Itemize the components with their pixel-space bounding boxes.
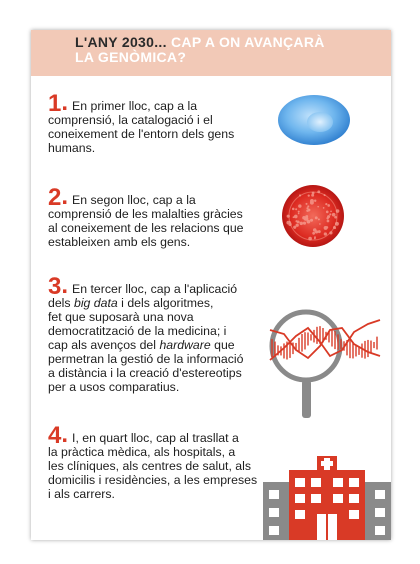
item-line: la pràctica mèdica, als hospitals, a <box>48 445 236 459</box>
item-line: domicilis i residències, a les empreses <box>48 473 258 487</box>
title-line1: CAP A ON AVANÇARÀ <box>171 34 325 50</box>
item-line: comprensió, la catalogació i el <box>48 113 213 127</box>
page-title <box>75 35 385 65</box>
item-line: comprensió de les malalties gràcies <box>48 207 243 221</box>
item-line: i als carrers. <box>48 487 115 501</box>
item-line: En primer lloc, cap a la <box>72 99 198 113</box>
item-number: 1 <box>48 90 62 117</box>
list-item-4: 4. I, en quart lloc, cap al trasllat a la pràctica mèdica, als hospitals, a les clíniques, als centres de salut, als domicilis i residències, a les empreses i als carrers. <box>48 421 258 501</box>
list-item-2: 2. En segon lloc, cap a la comprensió de les malalties gràcies al coneixement de les relacions que estableixen amb els gens. <box>48 183 244 249</box>
title-line2: LA GENÒMICA? <box>75 49 187 65</box>
item-line: En segon lloc, cap a la <box>72 193 196 207</box>
item-number: 3 <box>48 273 62 300</box>
list-item-3: 3. En tercer lloc, cap a l'aplicació dels big data i dels algoritmes, fet que suposarà una nova democratització de la medicina; i cap als avenços del hardware que permetran la gestió de la informació a distància i la creació d'estereotips per a usos comparatius. <box>48 272 244 394</box>
list-item-1: 1. En primer lloc, cap a la comprensió, la catalogació i el coneixement de l'entorn dels gens humans. <box>48 89 235 155</box>
title-prefix: L'ANY 2030... <box>75 34 167 50</box>
item-line: les clíniques, als centres de salut, als <box>48 459 252 473</box>
item-line: En tercer lloc, cap a l'aplicació <box>72 282 238 296</box>
item-line: estableixen amb els gens. <box>48 235 191 249</box>
header-banner <box>31 30 391 76</box>
item-line: per a usos comparatius. <box>48 380 180 394</box>
item-line: fet que suposarà una nova <box>48 310 194 324</box>
item-line: I, en quart lloc, cap al trasllat a <box>72 431 239 445</box>
item-line: democratització de la medicina; i <box>48 324 227 338</box>
item-line: cap als avenços del hardware que <box>48 338 235 352</box>
item-line: a distància i la creació d'estereotips <box>48 366 242 380</box>
item-line: permetran la gestió de la informació <box>48 352 244 366</box>
item-line: humans. <box>48 141 96 155</box>
item-number: 2 <box>48 184 62 211</box>
item-line: coneixement de l'entorn dels gens <box>48 127 235 141</box>
item-line: al coneixement de les relacions que <box>48 221 244 235</box>
item-line: dels big data i dels algoritmes, <box>48 296 214 310</box>
blood-cell-icon <box>280 183 346 249</box>
cell-icon <box>274 92 354 148</box>
hospital-icon <box>263 456 391 540</box>
item-number: 4 <box>48 422 62 449</box>
infographic-card <box>31 30 391 540</box>
magnifier-data-icon <box>264 298 382 420</box>
